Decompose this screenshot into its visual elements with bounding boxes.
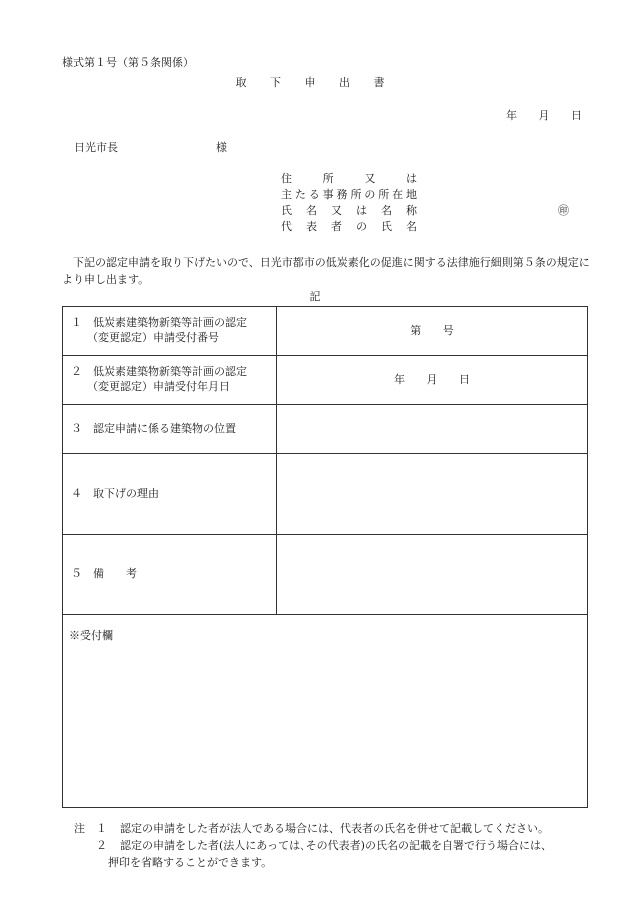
row-label-line1: 認定申請に係る建築物の位置 bbox=[93, 421, 236, 435]
building-location-field[interactable] bbox=[277, 405, 588, 454]
note-number: ２ bbox=[96, 839, 107, 852]
table-row bbox=[63, 454, 588, 535]
table-row bbox=[63, 405, 588, 454]
receipt-number-value: 第 号 bbox=[410, 323, 454, 337]
applicant-row bbox=[281, 188, 577, 204]
ki-heading: 記 bbox=[309, 290, 321, 303]
row-number: ２ bbox=[71, 365, 82, 379]
receipt-number-field[interactable] bbox=[277, 307, 588, 356]
row-label-line2: （変更認定）申請受付番号 bbox=[87, 331, 219, 344]
application-table bbox=[62, 306, 588, 808]
row-label-line1: 取下げの理由 bbox=[93, 486, 159, 500]
note-text: 認定の申請をした者(法人にあっては､その代表者)の氏名の記載を自署で行う場合には、 bbox=[120, 839, 552, 852]
remarks-field[interactable] bbox=[277, 535, 588, 615]
row-label-line1: 備 考 bbox=[93, 567, 137, 581]
table-row bbox=[63, 535, 588, 615]
applicant-address-label: 住所又は bbox=[281, 172, 417, 185]
row-label bbox=[63, 535, 277, 615]
document-title: 取 下 申 出 書 bbox=[235, 76, 395, 89]
note-item bbox=[74, 820, 552, 837]
applicant-office-label: 主たる事務所の所在地 bbox=[281, 188, 417, 201]
seal-mark: ㊞ bbox=[558, 204, 569, 217]
applicant-representative-label: 代表者の氏名 bbox=[281, 220, 417, 233]
row-label-line1: 低炭素建築物新築等計画の認定 bbox=[93, 316, 247, 330]
table-row bbox=[63, 615, 588, 808]
applicant-block bbox=[281, 172, 577, 236]
reception-box bbox=[63, 615, 588, 808]
applicant-row bbox=[281, 220, 577, 236]
addressee-suffix: 様 bbox=[216, 141, 227, 154]
row-number: ４ bbox=[71, 486, 82, 500]
addressee-name: 日光市長 bbox=[74, 141, 118, 154]
note-continuation: 押印を省略することができます。 bbox=[108, 856, 273, 869]
notes-heading: 注 bbox=[74, 822, 85, 835]
addressee bbox=[74, 141, 227, 156]
table-row bbox=[63, 307, 588, 356]
row-label-line2: （変更認定）申請受付年月日 bbox=[87, 380, 230, 393]
row-number: ５ bbox=[71, 567, 82, 581]
row-number: １ bbox=[71, 316, 82, 330]
note-item bbox=[74, 837, 552, 854]
applicant-name-label: 氏名又は名称 bbox=[281, 204, 417, 217]
notes bbox=[74, 820, 552, 871]
reception-label: ※受付欄 bbox=[69, 629, 113, 642]
form-number: 様式第１号（第５条関係） bbox=[62, 56, 194, 69]
date-line: 年 月 日 bbox=[506, 109, 582, 122]
table-row bbox=[63, 356, 588, 405]
body-text: 下記の認定申請を取り下げたいので、日光市都市の低炭素化の促進に関する法律施行細則第５条の規定により申し出ます。 bbox=[62, 256, 590, 286]
note-number: １ bbox=[96, 822, 107, 835]
row-label-line1: 低炭素建築物新築等計画の認定 bbox=[93, 365, 247, 379]
receipt-date-field[interactable] bbox=[277, 356, 588, 405]
applicant-row bbox=[281, 172, 577, 188]
row-label bbox=[63, 454, 277, 535]
row-label bbox=[63, 307, 277, 356]
row-label bbox=[63, 356, 277, 405]
row-label bbox=[63, 405, 277, 454]
row-number: ３ bbox=[71, 421, 82, 435]
withdrawal-reason-field[interactable] bbox=[277, 454, 588, 535]
receipt-date-value: 年 月 日 bbox=[394, 372, 470, 386]
note-text: 認定の申請をした者が法人である場合には、代表者の氏名を併せて記載してください。 bbox=[120, 822, 549, 835]
applicant-row bbox=[281, 204, 577, 220]
